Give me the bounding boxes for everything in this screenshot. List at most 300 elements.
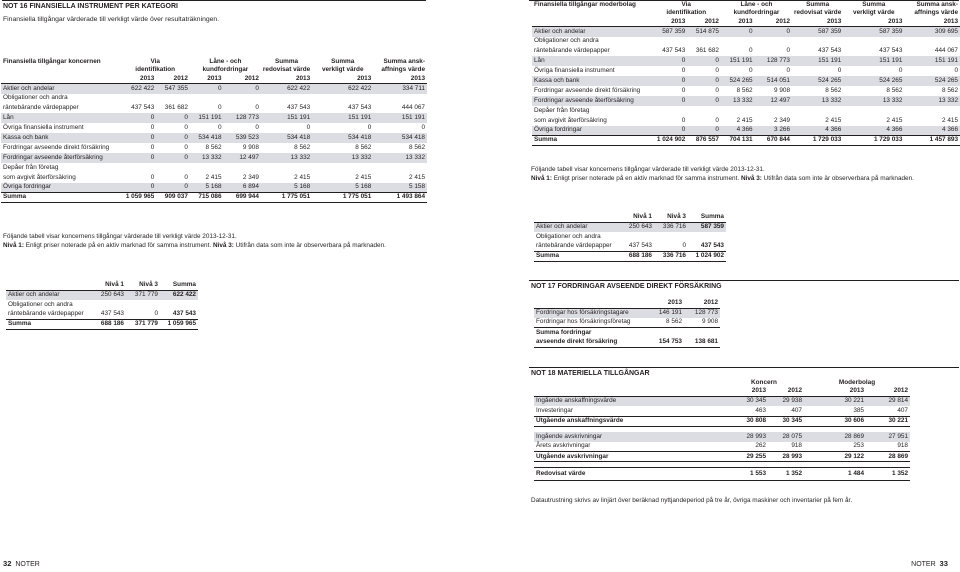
cell: 2 349	[774, 116, 790, 124]
cell: 371 779	[126, 320, 160, 330]
cell: 30 345	[768, 416, 804, 426]
cell: 13 332	[721, 96, 755, 106]
cell: 534 418	[190, 133, 224, 143]
col-header: Summa	[275, 57, 299, 65]
cell: 539 523	[224, 133, 261, 143]
note16-heading: NOT 16 FINANSIELLA INSTRUMENT PER KATEGORI	[3, 3, 179, 10]
cell: 0	[120, 113, 156, 123]
row-label: Obligationer och andra	[536, 232, 601, 240]
row-label: Lån	[532, 56, 651, 66]
koncern-assets-table	[1, 58, 427, 203]
cell: 437 543	[879, 47, 903, 55]
total-row	[534, 328, 720, 338]
table-row	[532, 116, 960, 126]
table-row	[1, 173, 427, 183]
cell: 670 844	[755, 136, 792, 146]
table-row	[6, 310, 198, 320]
cell: 151 191	[843, 56, 904, 66]
row-label: räntebärande värdepapper	[536, 242, 612, 250]
row-label: Obligationer och andra	[3, 94, 68, 102]
cell: 151 191	[261, 113, 312, 123]
table-row	[1, 183, 427, 193]
table-row	[1, 84, 427, 94]
row-label: Fordringar avseende direkt försäkring	[534, 86, 641, 94]
cell: 336 716	[654, 252, 688, 262]
cell: 5 168	[261, 183, 312, 193]
year-header: 2013	[190, 75, 224, 84]
cell: 8 562	[294, 143, 311, 151]
cell: 0	[651, 56, 687, 66]
row-label: Övriga finansiella instrument	[3, 124, 84, 132]
table-row	[1, 104, 427, 114]
cell: 334 711	[373, 84, 427, 94]
row-label: Summa	[1, 193, 120, 203]
col-header: Via	[681, 0, 691, 8]
cell	[156, 163, 190, 173]
cell: 8 562	[355, 143, 372, 151]
cell	[312, 163, 373, 173]
note16-intro: Finansiella tillgångar värderade till verkligt värde över resultaträkningen.	[3, 16, 220, 23]
cell: 151 191	[721, 56, 755, 66]
cell	[792, 106, 843, 116]
year-header: 2012	[755, 18, 792, 27]
cell: 918	[897, 442, 908, 450]
cell: 0	[687, 96, 721, 106]
row-label: Fordringar avseende direkt försäkring	[3, 143, 110, 151]
cell	[792, 37, 843, 47]
col-header: Summa	[862, 0, 886, 8]
cell: 29 255	[724, 452, 768, 462]
cell	[654, 232, 688, 242]
table-row	[1, 123, 427, 133]
cell	[373, 94, 427, 104]
not17-rule	[529, 280, 959, 281]
year-header: 2013	[904, 18, 960, 27]
cell: 0	[682, 242, 686, 250]
cell: 0	[421, 124, 425, 132]
not17-table	[534, 299, 720, 348]
cell: 28 869	[804, 432, 866, 442]
cell: 4 366	[843, 126, 904, 136]
cell: 4 366	[792, 126, 843, 136]
year-header: 2013	[120, 75, 156, 84]
year-header: 2012	[768, 387, 804, 396]
cell	[156, 94, 190, 104]
table-title: Finansiella tillgångar moderbolag	[534, 0, 636, 8]
not18-rule	[529, 367, 959, 368]
fair-value-note-line1: Följande tabell visar koncernens tillgångar värderade till verkligt värde 2013-12-31.	[3, 233, 237, 240]
cell	[190, 163, 224, 173]
cell: 0	[749, 67, 753, 75]
col-header: verkligt värde	[853, 9, 895, 17]
page-footer-left: 32 NOTER	[3, 559, 40, 568]
level-header: Summa	[160, 281, 198, 290]
cell: 371 779	[126, 290, 160, 300]
koncern-level-table	[6, 281, 198, 330]
cell: 0	[150, 173, 155, 181]
cell: 699 944	[224, 193, 261, 203]
cell: 151 191	[373, 113, 427, 123]
cell: 437 543	[818, 47, 842, 55]
cell: 28 075	[768, 432, 804, 442]
row-label: Utgående avskrivningar	[534, 452, 724, 462]
cell: 534 418	[312, 133, 373, 143]
cell: 6 894	[224, 183, 261, 193]
level-header: Summa	[688, 213, 726, 222]
cell: 1 729 033	[843, 136, 904, 146]
cell: 524 265	[792, 76, 843, 86]
total-row	[534, 452, 910, 462]
table-row	[532, 27, 960, 37]
cell: 13 332	[190, 153, 224, 163]
cell: 0	[786, 47, 790, 55]
cell: 151 191	[312, 113, 373, 123]
row-label: Övriga fordringar	[532, 126, 651, 136]
year-header: 2013	[804, 387, 866, 396]
cell: 0	[755, 27, 792, 37]
col-header: redovisat värde	[262, 66, 311, 74]
level-header: Nivå 3	[654, 213, 688, 222]
cell: 30 606	[804, 416, 866, 426]
row-label: Summa	[6, 320, 92, 330]
col-header: Summa ansk-	[383, 57, 425, 65]
cell: 918	[791, 442, 802, 450]
cell	[687, 106, 721, 116]
cell: 2 415	[294, 173, 311, 181]
cell	[261, 94, 312, 104]
cell: 361 682	[695, 47, 719, 55]
table-row	[1, 94, 427, 104]
cell: 444 067	[401, 104, 425, 112]
cell: 12 497	[755, 96, 792, 106]
table-row	[532, 37, 960, 47]
fair-value-note-line2: Nivå 1: Enligt priser noterade på en aktiv marknad för samma instrument. Nivå 3: Utifrån data som inte är observerbara på marknaden.	[3, 242, 386, 249]
cell: 13 332	[312, 153, 373, 163]
cell: 0	[190, 84, 224, 94]
cell: 0	[255, 124, 259, 132]
table-row	[532, 47, 960, 57]
cell: 0	[681, 116, 686, 124]
cell: 2 415	[825, 116, 842, 124]
cell: 909 037	[156, 193, 190, 203]
cell: 13 332	[843, 96, 904, 106]
cell: 385	[853, 406, 864, 414]
cell: 0	[156, 133, 190, 143]
cell	[721, 106, 755, 116]
col-header: kundfordringar	[733, 9, 780, 17]
cell: 622 422	[261, 84, 312, 94]
row-label: Depåer från företag	[3, 163, 59, 171]
table-row	[532, 66, 960, 76]
table-row	[1, 163, 427, 173]
cell: 524 265	[843, 76, 904, 86]
cell: 0	[120, 133, 156, 143]
cell	[224, 163, 261, 173]
not18-heading: NOT 18 MATERIELLA TILLGÅNGAR	[531, 370, 650, 377]
cell: 8 562	[409, 143, 425, 151]
cell: 2 415	[409, 173, 425, 181]
table-row	[532, 76, 960, 86]
row-label: Depåer från företag	[534, 106, 590, 114]
cell: 1 775 051	[261, 193, 312, 203]
row-label: Lån	[1, 113, 120, 123]
cell	[373, 163, 427, 173]
cell: 8 562	[942, 86, 958, 94]
cell: 9 908	[242, 143, 259, 151]
cell: 1 024 902	[651, 136, 687, 146]
table-row	[1, 153, 427, 163]
year-header: 2013	[644, 299, 684, 308]
row-label: Summa fordringar	[534, 328, 644, 338]
cell: 8 562	[736, 86, 753, 94]
cell: 2 349	[242, 173, 259, 181]
cell: 437 543	[131, 104, 155, 112]
cell: 4 366	[721, 126, 755, 136]
cell: 151 191	[190, 113, 224, 123]
col-header: Summa	[331, 57, 355, 65]
cell: 250 643	[92, 290, 126, 300]
not17-heading: NOT 17 FORDRINGAR AVSEENDE DIREKT FÖRSÄKRING	[531, 283, 722, 290]
cell: 1 059 965	[160, 320, 198, 330]
cell: 0	[687, 126, 721, 136]
cell: 0	[721, 27, 755, 37]
total-row	[6, 320, 198, 330]
col-header: redovisat värde	[794, 9, 842, 17]
cell: 2 415	[886, 116, 903, 124]
cell: 1 553	[724, 468, 768, 481]
row-label: räntebärande värdepapper	[3, 104, 79, 112]
cell: 0	[184, 173, 188, 181]
table-row	[6, 290, 198, 300]
cell: 0	[681, 86, 686, 94]
not18-footnote: Datautrustning skrivs av linjärt över beräknad nyttjandeperiod på tre år, övriga maskiner och inventarier på fem år.	[531, 497, 853, 504]
cell: 0	[837, 67, 842, 75]
year-header: 2013	[373, 75, 427, 84]
row-label: Kassa och bank	[532, 76, 651, 86]
cell: 688 186	[92, 320, 126, 330]
cell	[190, 94, 224, 104]
cell: 128 773	[684, 308, 720, 318]
cell: 0	[651, 76, 687, 86]
cell: 444 067	[934, 47, 958, 55]
row-label: Summa	[532, 136, 651, 146]
cell: 262	[755, 442, 766, 450]
table-row	[534, 396, 910, 406]
row-label: Aktier och andelar	[532, 27, 651, 37]
cell: 30 221	[866, 416, 910, 426]
cell: 30 221	[804, 396, 866, 406]
level-header: Nivå 1	[92, 281, 126, 290]
cell: 13 332	[904, 96, 960, 106]
cell: 154 753	[658, 338, 682, 346]
cell: 514 875	[687, 27, 721, 37]
cell: 587 359	[843, 27, 904, 37]
table-row	[1, 133, 427, 143]
row-label: Övriga fordringar	[1, 183, 120, 193]
cell: 9 908	[774, 86, 790, 94]
cell	[904, 37, 960, 47]
cell: 0	[715, 116, 719, 124]
row-label: Årets avskrivningar	[536, 442, 591, 450]
cell: 0	[154, 310, 158, 318]
row-label: Fordringar hos försäkringstagare	[534, 308, 644, 318]
cell	[224, 94, 261, 104]
row-label: Fordringar avseende återförsäkring	[532, 96, 651, 106]
row-label: Aktier och andelar	[1, 84, 120, 94]
cell: 2 415	[205, 173, 222, 181]
cell	[92, 300, 126, 310]
year-header: 2013	[792, 18, 843, 27]
fair-value-note-line2: Nivå 1: Enligt priser noterade på en aktiv marknad för samma instrument. Nivå 3: Utifrån data som inte är observerbara på marknaden.	[531, 175, 914, 182]
cell: 0	[156, 183, 190, 193]
cell: 253	[853, 442, 864, 450]
cell	[651, 37, 687, 47]
cell: 715 086	[190, 193, 224, 203]
cell: 437 543	[172, 310, 196, 318]
cell: 0	[367, 124, 372, 132]
page-footer-right: NOTER 33	[911, 559, 948, 568]
cell: 9 908	[702, 318, 718, 326]
cell: 437 543	[348, 104, 372, 112]
cell	[620, 232, 654, 242]
cell	[126, 300, 160, 310]
year-header: 2013	[261, 75, 312, 84]
cell: 587 359	[651, 27, 687, 37]
level-header: Nivå 1	[620, 213, 654, 222]
cell: 29 122	[804, 452, 866, 462]
cell: 8 562	[825, 86, 842, 94]
col-header: Summa ansk-	[916, 0, 958, 8]
table-row	[534, 318, 720, 328]
cell: 0	[786, 67, 790, 75]
cell: 8 562	[205, 143, 222, 151]
cell: 361 682	[164, 104, 188, 112]
cell: 128 773	[224, 113, 261, 123]
cell: 138 681	[694, 338, 718, 346]
cell: 2 415	[736, 116, 753, 124]
col-header: affnings värde	[381, 66, 425, 74]
cell: 30 808	[724, 416, 768, 426]
col-header: Via	[150, 57, 160, 65]
cell: 0	[898, 67, 903, 75]
cell: 524 265	[721, 76, 755, 86]
cell: 437 543	[662, 47, 686, 55]
cell: 5 168	[312, 183, 373, 193]
table-row	[534, 406, 910, 416]
cell: 4 366	[904, 126, 960, 136]
row-label: Ingående avskrivningar	[534, 432, 724, 442]
moderbolag-level-table	[534, 213, 726, 262]
table-row	[532, 86, 960, 96]
cell	[160, 300, 198, 310]
cell: 0	[120, 153, 156, 163]
cell: 0	[715, 67, 719, 75]
row-label: avseende direkt försäkring	[536, 338, 618, 346]
cell: 0	[306, 124, 311, 132]
cell: 151 191	[904, 56, 960, 66]
cell: 704 131	[721, 136, 755, 146]
row-label: Ingående anskaffningsvärde	[534, 396, 724, 406]
cell: 5 168	[190, 183, 224, 193]
row-label: Aktier och andelar	[534, 222, 620, 232]
total-row	[534, 468, 910, 481]
cell: 534 418	[261, 133, 312, 143]
cell: 30 345	[724, 396, 768, 406]
year-header: 2013	[312, 75, 373, 84]
row-label: Redovisat värde	[534, 468, 724, 481]
year-header: 2013	[651, 18, 687, 27]
total-row	[534, 338, 720, 348]
cell: 0	[255, 104, 259, 112]
cell: 0	[217, 124, 222, 132]
table-row	[534, 442, 910, 452]
cell: 1 493 864	[373, 193, 427, 203]
col-header: affnings värde	[914, 9, 958, 17]
total-row	[534, 252, 726, 262]
total-row	[1, 193, 427, 203]
col-header: Låne - och	[209, 57, 242, 65]
year-header: 2012	[866, 387, 910, 396]
cell: 146 191	[644, 308, 684, 318]
cell	[721, 37, 755, 47]
cell: 547 355	[156, 84, 190, 94]
cell: 0	[749, 47, 753, 55]
cell: 2 415	[355, 173, 372, 181]
table-row	[532, 96, 960, 106]
cell: 463	[755, 406, 766, 414]
cell: 1 775 051	[312, 193, 373, 203]
table-row	[534, 308, 720, 318]
cell: 8 562	[666, 318, 682, 326]
table-row	[1, 113, 427, 123]
row-label: Utgående anskaffningsvärde	[534, 416, 724, 426]
cell: 1 729 033	[792, 136, 843, 146]
cell: 437 543	[700, 242, 724, 250]
cell: 0	[184, 124, 188, 132]
cell	[904, 106, 960, 116]
cell: 407	[897, 406, 908, 414]
cell: 151 191	[792, 56, 843, 66]
col-header: kundfordringar	[202, 66, 249, 74]
cell	[843, 37, 904, 47]
table-row	[1, 143, 427, 153]
cell: 1 352	[768, 468, 804, 481]
table-row	[6, 300, 198, 310]
cell: 2 415	[942, 116, 958, 124]
cell: 250 643	[620, 222, 654, 232]
cell: 688 186	[620, 252, 654, 262]
cell: 622 422	[120, 84, 156, 94]
group-header: Koncern	[751, 378, 777, 386]
row-label: Obligationer och andra	[534, 37, 599, 45]
cell: 437 543	[100, 310, 124, 318]
cell: 437 543	[628, 242, 652, 250]
cell: 0	[715, 86, 719, 94]
cell: 0	[150, 143, 155, 151]
row-label: Obligationer och andra	[8, 300, 73, 308]
cell: 437 543	[287, 104, 311, 112]
cell: 8 562	[886, 86, 903, 94]
cell	[651, 106, 687, 116]
cell	[120, 163, 156, 173]
year-header: 2013	[724, 387, 768, 396]
table-row	[532, 126, 960, 136]
year-header: 2013	[721, 18, 755, 27]
cell: 0	[156, 113, 190, 123]
row-label: räntebärande värdepapper	[8, 310, 84, 318]
cell: 0	[224, 84, 261, 94]
cell: 1 352	[866, 468, 910, 481]
